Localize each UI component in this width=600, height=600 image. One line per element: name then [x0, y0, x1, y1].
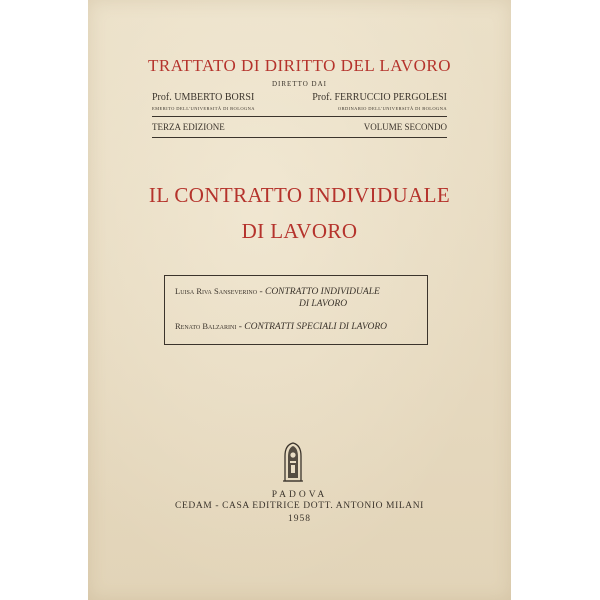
author-1: Luisa Riva Sanseverino	[175, 286, 258, 296]
directed-by-label: DIRETTO DAI	[271, 80, 327, 88]
editor-left: Prof. UMBERTO BORSI	[152, 92, 255, 103]
book-cover	[88, 0, 511, 600]
author-2: Renato Balzarini	[175, 321, 237, 331]
publisher-name: CEDAM - CASA EDITRICE DOTT. ANTONIO MILANI	[175, 501, 424, 511]
editor-left-affiliation: EMERITO DELL'UNIVERSITÀ DI BOLOGNA	[152, 106, 255, 111]
volume-label: VOLUME SECONDO	[363, 122, 447, 132]
divider-top	[152, 116, 447, 117]
book-title-line2: DI LAVORO	[241, 219, 358, 243]
contents-entry-2	[175, 320, 427, 333]
work-2-title: CONTRATTI SPECIALI DI LAVORO	[244, 322, 387, 332]
work-1-title: CONTRATTO INDIVIDUALE	[264, 287, 380, 297]
separator-2: -	[236, 322, 245, 332]
publisher-logo-icon	[281, 442, 305, 482]
series-title: TRATTATO DI DIRITTO DEL LAVORO	[148, 56, 451, 75]
contents-box	[164, 275, 428, 345]
book-title-line1: IL CONTRATTO INDIVIDUALE	[148, 183, 451, 207]
publisher-city: PADOVA	[271, 490, 328, 500]
publication-year: 1958	[288, 514, 311, 524]
edition-label: TERZA EDIZIONE	[152, 122, 225, 132]
contents-entry-1	[175, 285, 427, 298]
editor-right-affiliation: ORDINARIO DELL'UNIVERSITÀ DI BOLOGNA	[337, 106, 447, 111]
work-1-title-continued: DI LAVORO	[299, 299, 348, 309]
divider-bottom	[152, 137, 447, 138]
separator-1: -	[257, 287, 265, 297]
editor-right: Prof. FERRUCCIO PERGOLESI	[312, 92, 447, 103]
